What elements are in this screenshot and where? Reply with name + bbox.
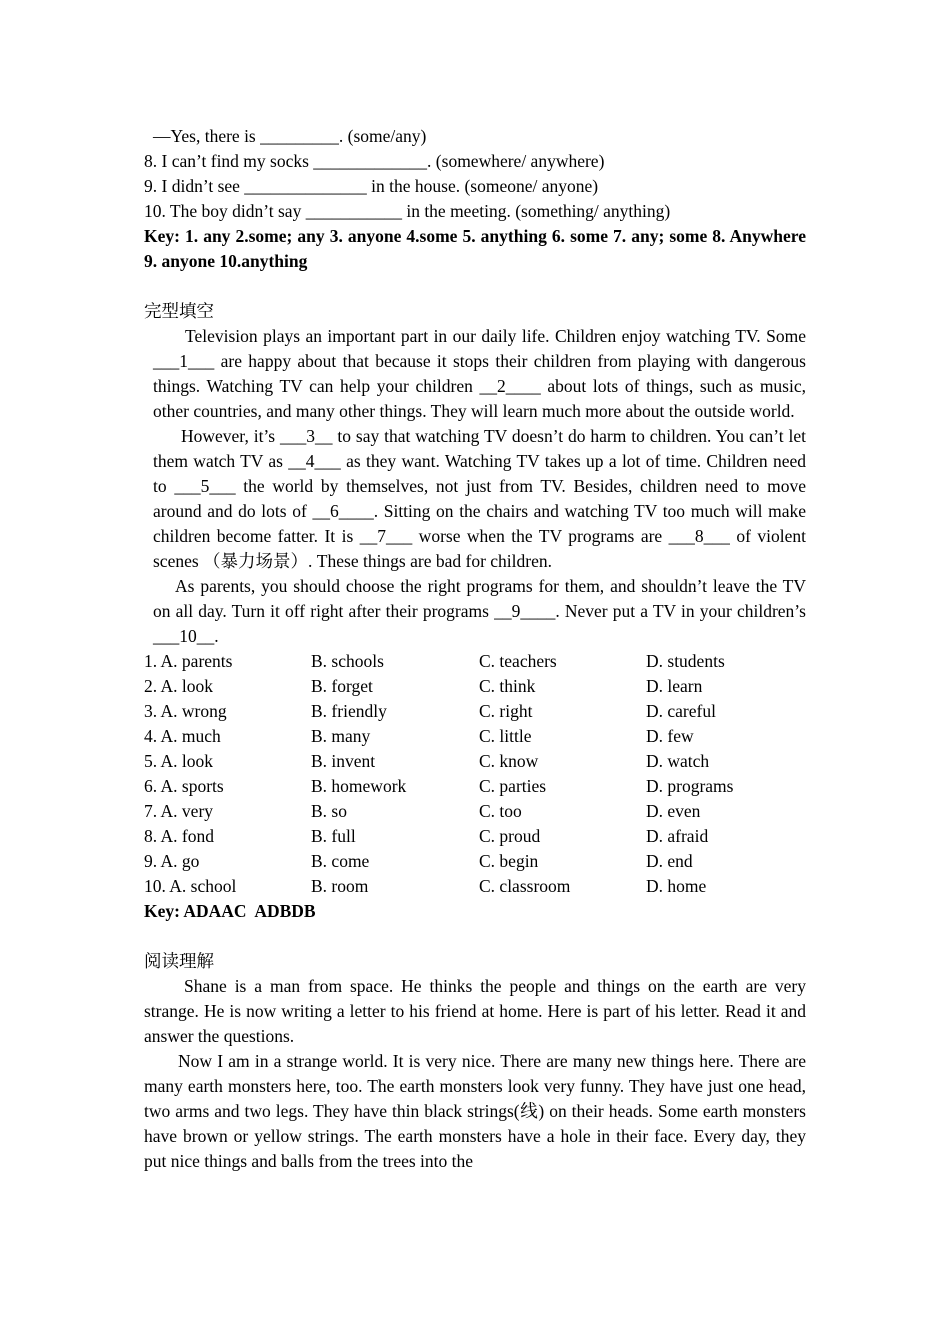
option-c: C. know (479, 751, 539, 771)
option-a: 7. A. very (144, 801, 214, 821)
cloze-answer-key: Key: ADAAC ADBDB (144, 901, 316, 921)
cloze-paragraph-2: However, it’s ___3__ to say that watching TV doesn’t do harm to children. You can’t let them watch TV as __4___ as they want. Watching TV takes up a lot of time. Children need to ___5___ the world by themselves, not just from TV. Besides, children need to move around and do lots of __6____. Sitting on the chairs and watching TV too much will make children become fatter. It is __7___ worse when the TV programs are ___8___ of violent scenes （暴力场景）. These things are bad for children. (153, 426, 806, 571)
grammar-line-8: 8. I can’t find my socks _____________. (somewhere/ anywhere) (144, 151, 605, 171)
document-page (144, 124, 806, 1174)
reading-paragraph-1: Shane is a man from space. He thinks the people and things on the earth are very strange. He is now writing a letter to his friend at home. Here is part of his letter. Read it and answer the questions. (144, 976, 806, 1046)
option-c: C. little (479, 726, 532, 746)
option-b: B. many (311, 726, 371, 746)
grammar-line-7b: —Yes, there is _________. (some/any) (153, 126, 427, 146)
option-b: B. forget (311, 676, 373, 696)
option-row (144, 699, 806, 724)
option-row (144, 874, 806, 899)
option-c: C. think (479, 676, 536, 696)
option-a: 5. A. look (144, 751, 214, 771)
option-a: 1. A. parents (144, 651, 233, 671)
option-d: D. programs (646, 776, 734, 796)
option-d: D. end (646, 851, 693, 871)
option-a: 8. A. fond (144, 826, 214, 846)
option-b: B. room (311, 876, 369, 896)
reading-heading: 阅读理解 (144, 951, 214, 971)
option-c: C. proud (479, 826, 541, 846)
option-b: B. come (311, 851, 370, 871)
option-c: C. classroom (479, 876, 571, 896)
option-row (144, 724, 806, 749)
option-c: C. right (479, 701, 533, 721)
option-row (144, 674, 806, 699)
option-b: B. friendly (311, 701, 387, 721)
option-b: B. invent (311, 751, 376, 771)
option-row (144, 799, 806, 824)
option-a: 2. A. look (144, 676, 214, 696)
grammar-line-10: 10. The boy didn’t say ___________ in the meeting. (something/ anything) (144, 201, 671, 221)
option-a: 6. A. sports (144, 776, 224, 796)
option-b: B. full (311, 826, 356, 846)
option-row (144, 824, 806, 849)
option-row (144, 749, 806, 774)
option-b: B. schools (311, 651, 384, 671)
option-d: D. afraid (646, 826, 709, 846)
option-c: C. teachers (479, 651, 557, 671)
option-d: D. careful (646, 701, 716, 721)
option-a: 4. A. much (144, 726, 221, 746)
option-d: D. even (646, 801, 701, 821)
option-b: B. homework (311, 776, 407, 796)
option-a: 10. A. school (144, 876, 237, 896)
option-d: D. learn (646, 676, 703, 696)
option-c: C. too (479, 801, 522, 821)
option-row (144, 774, 806, 799)
option-d: D. few (646, 726, 694, 746)
option-c: C. parties (479, 776, 547, 796)
option-d: D. watch (646, 751, 710, 771)
option-a: 9. A. go (144, 851, 200, 871)
option-d: D. students (646, 651, 725, 671)
cloze-heading: 完型填空 (144, 301, 214, 321)
cloze-paragraph-1: Television plays an important part in our daily life. Children enjoy watching TV. Some ___1___ are happy about that because it stops their children from playing with dangerous things. Watching TV can help your children __2____ about lots of things, such as music, other countries, and many other things. They will learn much more about the outside world. (153, 326, 806, 421)
option-row (144, 649, 806, 674)
cloze-options (144, 649, 806, 899)
reading-paragraph-2: Now I am in a strange world. It is very nice. There are many new things here. There are many earth monsters here, too. The earth monsters look very funny. They have just one head, two arms and two legs. They have thin black strings(线) on their heads. Some earth monsters have brown or yellow strings. The earth monsters have a hole in their face. Every day, they put nice things and balls from the trees into the (144, 1051, 806, 1171)
cloze-paragraph-3: As parents, you should choose the right programs for them, and shouldn’t leave the TV on all day. Turn it off right after their programs __9____. Never put a TV in your children’s ___10__. (153, 576, 806, 646)
option-a: 3. A. wrong (144, 701, 227, 721)
option-b: B. so (311, 801, 347, 821)
grammar-line-9: 9. I didn’t see ______________ in the house. (someone/ anyone) (144, 176, 599, 196)
option-c: C. begin (479, 851, 539, 871)
option-row (144, 849, 806, 874)
grammar-answer-key: Key: 1. any 2.some; any 3. anyone 4.some 5. anything 6. some 7. any; some 8. Anywhere 9. anyone 10.anything (144, 226, 806, 271)
option-d: D. home (646, 876, 707, 896)
